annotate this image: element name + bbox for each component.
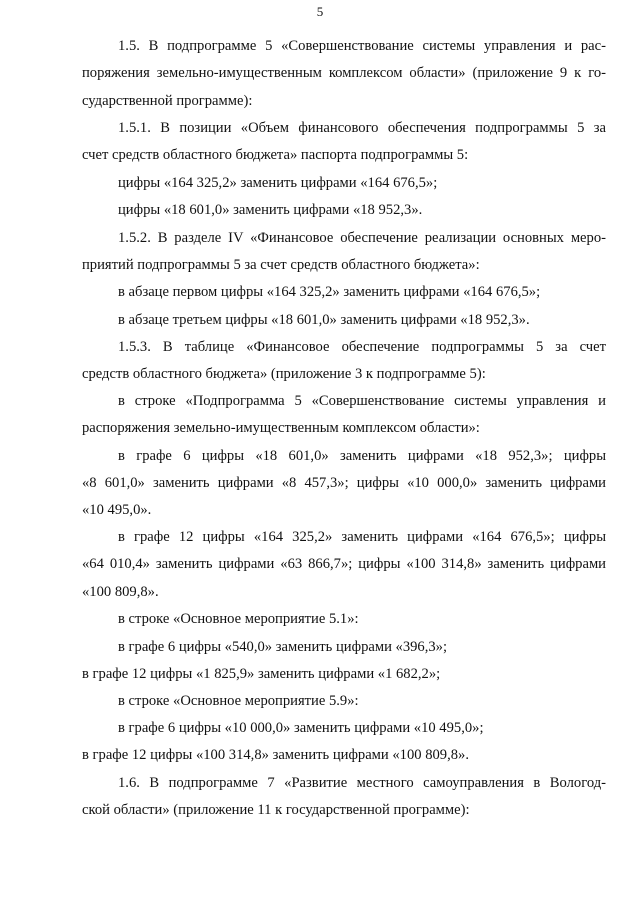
text-line: «64 010,4» заменить цифрами «63 866,7»; цифры «100 314,8» заменить цифрами bbox=[82, 556, 606, 572]
text-line: в абзаце третьем цифры «18 601,0» заменить цифрами «18 952,3». bbox=[118, 312, 530, 328]
text-line: в графе 12 цифры «100 314,8» заменить цифрами «100 809,8». bbox=[82, 747, 469, 763]
text-line: сударственной программе): bbox=[82, 93, 253, 109]
text-line: распоряжения земельно-имущественным комплексом области»: bbox=[82, 420, 480, 436]
text-line: 1.5. В подпрограмме 5 «Совершенствование системы управления и рас- bbox=[118, 38, 606, 54]
text-line: в графе 12 цифры «164 325,2» заменить цифрами «164 676,5»; цифры bbox=[118, 529, 606, 545]
text-line: поряжения земельно-имущественным комплексом области» (приложение 9 к го- bbox=[82, 65, 606, 81]
text-line: 1.6. В подпрограмме 7 «Развитие местного самоуправления в Вологод- bbox=[118, 775, 606, 791]
text-line: «100 809,8». bbox=[82, 584, 159, 600]
text-line: «10 495,0». bbox=[82, 502, 152, 518]
text-line: приятий подпрограммы 5 за счет средств областного бюджета»: bbox=[82, 257, 480, 273]
text-line: «8 601,0» заменить цифрами «8 457,3»; цифры «10 000,0» заменить цифрами bbox=[82, 475, 606, 491]
text-line: цифры «164 325,2» заменить цифрами «164 676,5»; bbox=[118, 175, 438, 191]
text-line: в графе 6 цифры «18 601,0» заменить цифрами «18 952,3»; цифры bbox=[118, 448, 606, 464]
text-line: счет средств областного бюджета» паспорта подпрограммы 5: bbox=[82, 147, 469, 163]
text-line: ской области» (приложение 11 к государственной программе): bbox=[82, 802, 470, 818]
text-line: 1.5.3. В таблице «Финансовое обеспечение подпрограммы 5 за счет bbox=[118, 339, 606, 355]
text-line: в графе 12 цифры «1 825,9» заменить цифрами «1 682,2»; bbox=[82, 666, 441, 682]
text-line: в строке «Основное мероприятие 5.1»: bbox=[118, 611, 359, 627]
text-line: средств областного бюджета» (приложение 3 к подпрограмме 5): bbox=[82, 366, 486, 382]
text-line: 1.5.1. В позиции «Объем финансового обеспечения подпрограммы 5 за bbox=[118, 120, 606, 136]
text-line: в строке «Основное мероприятие 5.9»: bbox=[118, 693, 359, 709]
text-line: в строке «Подпрограмма 5 «Совершенствование системы управления и bbox=[118, 393, 606, 409]
text-line: цифры «18 601,0» заменить цифрами «18 952,3». bbox=[118, 202, 423, 218]
text-line: в графе 6 цифры «10 000,0» заменить цифрами «10 495,0»; bbox=[118, 720, 484, 736]
text-line: в графе 6 цифры «540,0» заменить цифрами «396,3»; bbox=[118, 639, 448, 655]
page-number: 5 bbox=[316, 4, 324, 19]
text-line: 1.5.2. В разделе IV «Финансовое обеспечение реализации основных меро- bbox=[118, 230, 606, 246]
text-line: в абзаце первом цифры «164 325,2» заменить цифрами «164 676,5»; bbox=[118, 284, 541, 300]
